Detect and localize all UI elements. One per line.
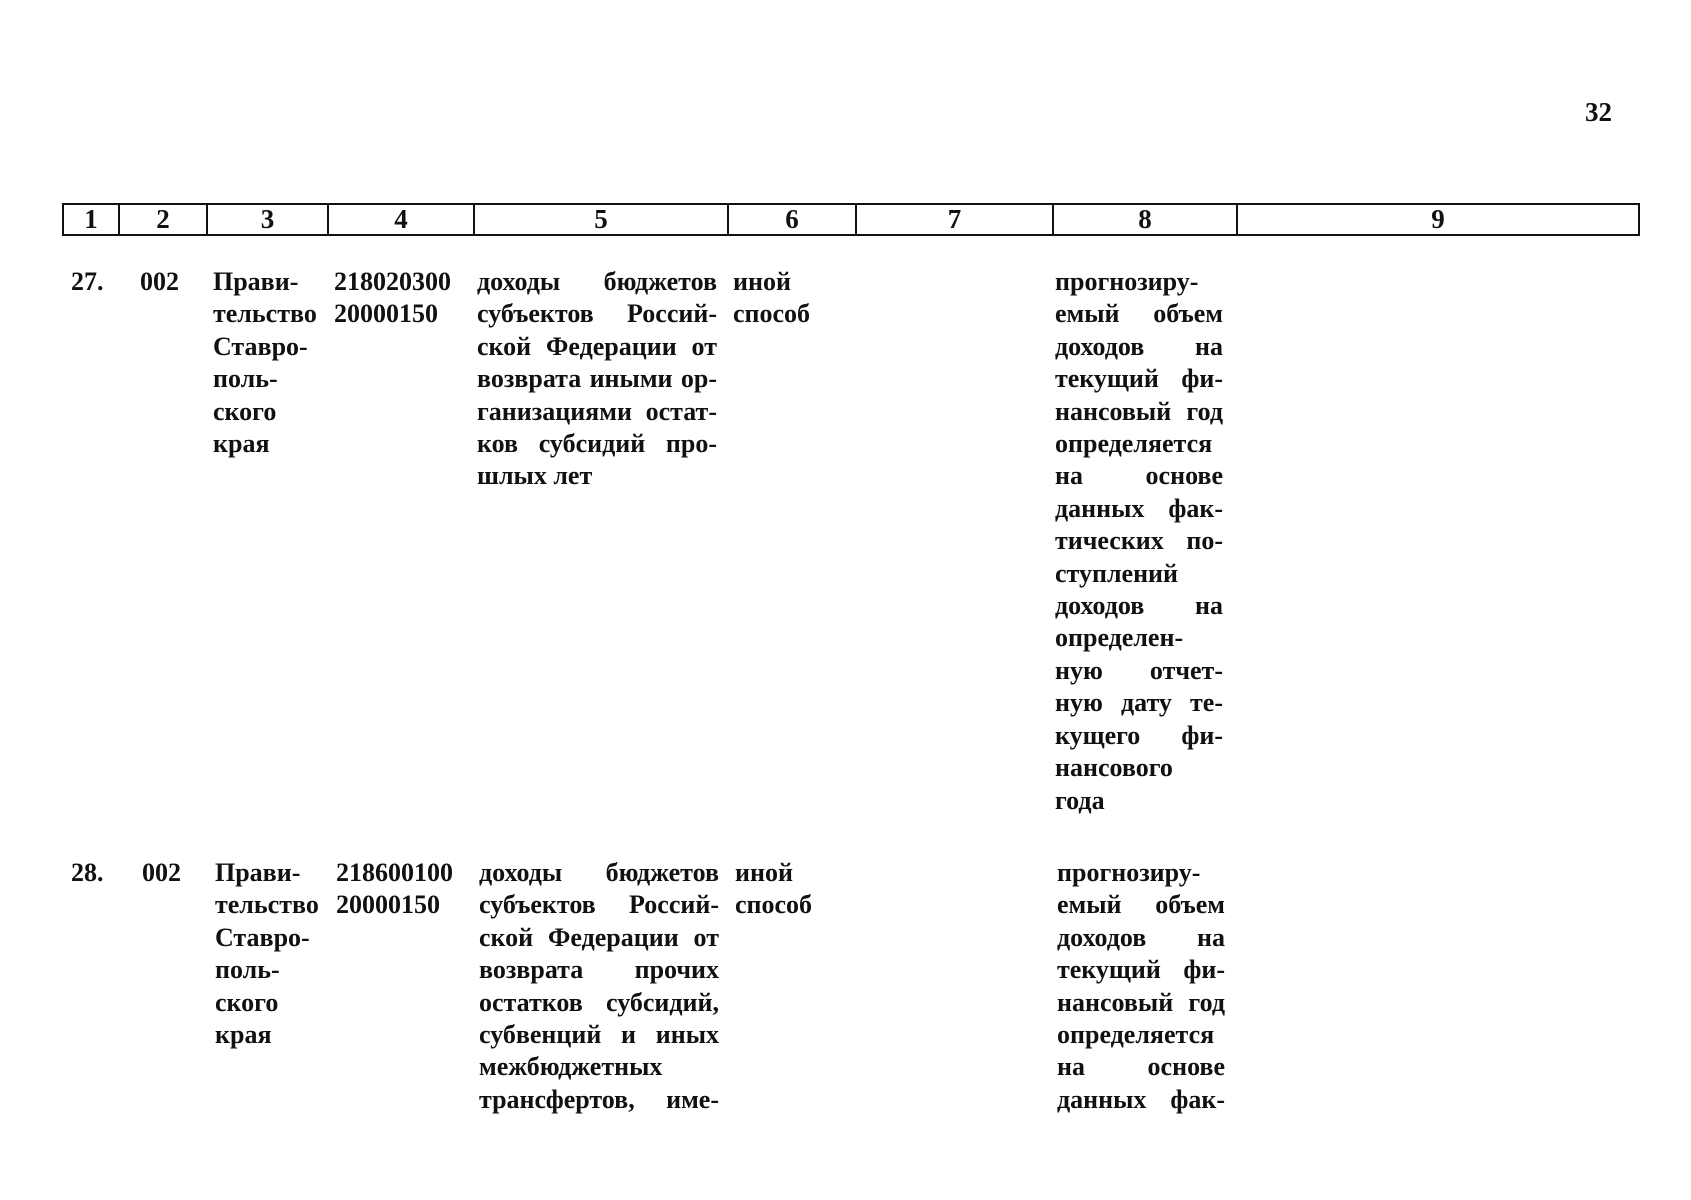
text-line: 218600100 bbox=[336, 858, 453, 887]
header-cell-4: 4 bbox=[329, 205, 475, 234]
text-line: Прави- bbox=[215, 858, 301, 887]
text-line: года bbox=[1055, 785, 1105, 815]
forecast-method bbox=[735, 857, 812, 922]
header-cell-9: 9 bbox=[1431, 204, 1445, 234]
text-line: Ставро- bbox=[213, 331, 308, 361]
text-line: определяется bbox=[1057, 1020, 1215, 1050]
text-line: межбюджетных bbox=[479, 1052, 663, 1082]
text-line: на основе bbox=[1055, 461, 1223, 491]
text-line: нансового bbox=[1055, 753, 1173, 783]
text-line: тельство bbox=[213, 299, 317, 329]
text-line: доходы бюджетов bbox=[479, 858, 719, 887]
text-line: доходы бюджетов bbox=[477, 267, 717, 296]
income-description bbox=[479, 857, 719, 1116]
forecast-method bbox=[733, 266, 810, 331]
text-line: данных фак- bbox=[1055, 493, 1223, 523]
text-line: иной bbox=[735, 858, 793, 887]
page-number: 32 bbox=[1585, 97, 1612, 127]
organization-name bbox=[213, 266, 317, 460]
text-line: края bbox=[215, 1020, 272, 1050]
budget-classification-code bbox=[336, 857, 453, 922]
text-line: 20000150 bbox=[334, 299, 438, 329]
text-line: на основе bbox=[1057, 1052, 1225, 1082]
text-line: шлых лет bbox=[477, 461, 593, 491]
text-line: возврата прочих bbox=[479, 955, 719, 985]
row-number: 27. bbox=[71, 267, 104, 296]
organization-name bbox=[215, 857, 319, 1051]
text-line: тических по- bbox=[1055, 526, 1223, 556]
text-line: ступлений bbox=[1055, 558, 1179, 588]
text-line: прогнозиру- bbox=[1057, 858, 1201, 887]
admin-code: 002 bbox=[142, 858, 181, 887]
text-line: емый объем bbox=[1057, 890, 1225, 920]
header-cell-7: 7 bbox=[857, 205, 1054, 234]
calculation-method bbox=[1055, 266, 1223, 817]
text-line: субъектов Россий- bbox=[479, 890, 719, 920]
text-line: определен- bbox=[1055, 623, 1184, 653]
text-line: поль- bbox=[213, 364, 278, 394]
text-line: прогнозиру- bbox=[1055, 267, 1199, 296]
text-line: способ bbox=[735, 890, 813, 920]
header-cell-6: 6 bbox=[729, 205, 857, 234]
text-line: ков субсидий про- bbox=[477, 429, 717, 459]
text-line: иной bbox=[733, 267, 791, 296]
text-line: нансовый год bbox=[1055, 396, 1223, 426]
budget-classification-code bbox=[334, 266, 451, 331]
table-header bbox=[62, 203, 1640, 236]
text-line: текущий фи- bbox=[1055, 364, 1223, 394]
header-cell-5: 5 bbox=[475, 205, 729, 234]
text-line: текущий фи- bbox=[1057, 955, 1225, 985]
header-cell-1: 1 bbox=[64, 205, 120, 234]
text-line: остатков субсидий, bbox=[479, 987, 719, 1017]
text-line: тельство bbox=[215, 890, 319, 920]
text-line: ской Федерации от bbox=[477, 331, 717, 361]
text-line: 218020300 bbox=[334, 267, 451, 296]
text-line: определяется bbox=[1055, 429, 1213, 459]
admin-code: 002 bbox=[140, 267, 179, 296]
text-line: доходов на bbox=[1055, 331, 1223, 361]
text-line: 20000150 bbox=[336, 890, 440, 920]
text-line: доходов на bbox=[1055, 591, 1223, 621]
text-line: ную отчет- bbox=[1055, 655, 1223, 685]
text-line: ской Федерации от bbox=[479, 922, 719, 952]
text-line: ского bbox=[215, 987, 279, 1017]
text-line: способ bbox=[733, 299, 811, 329]
text-line: поль- bbox=[215, 955, 280, 985]
text-line: ганизациями остат- bbox=[477, 396, 717, 426]
header-cell-8: 8 bbox=[1054, 205, 1238, 234]
income-description bbox=[477, 266, 717, 493]
text-line: емый объем bbox=[1055, 299, 1223, 329]
text-line: ную дату те- bbox=[1055, 688, 1223, 718]
header-cell-2: 2 bbox=[120, 205, 208, 234]
text-line: данных фак- bbox=[1057, 1084, 1225, 1114]
text-line: доходов на bbox=[1057, 922, 1225, 952]
header-cell-3: 3 bbox=[208, 205, 329, 234]
text-line: возврата иными ор- bbox=[477, 364, 717, 394]
text-line: кущего фи- bbox=[1055, 720, 1223, 750]
text-line: субъектов Россий- bbox=[477, 299, 717, 329]
text-line: ского bbox=[213, 396, 277, 426]
text-line: нансовый год bbox=[1057, 987, 1225, 1017]
text-line: субвенций и иных bbox=[479, 1020, 719, 1050]
text-line: Прави- bbox=[213, 267, 299, 296]
text-line: трансфертов, име- bbox=[479, 1084, 719, 1114]
text-line: края bbox=[213, 429, 270, 459]
text-line: Ставро- bbox=[215, 922, 310, 952]
row-number: 28. bbox=[71, 858, 104, 887]
calculation-method bbox=[1057, 857, 1225, 1116]
